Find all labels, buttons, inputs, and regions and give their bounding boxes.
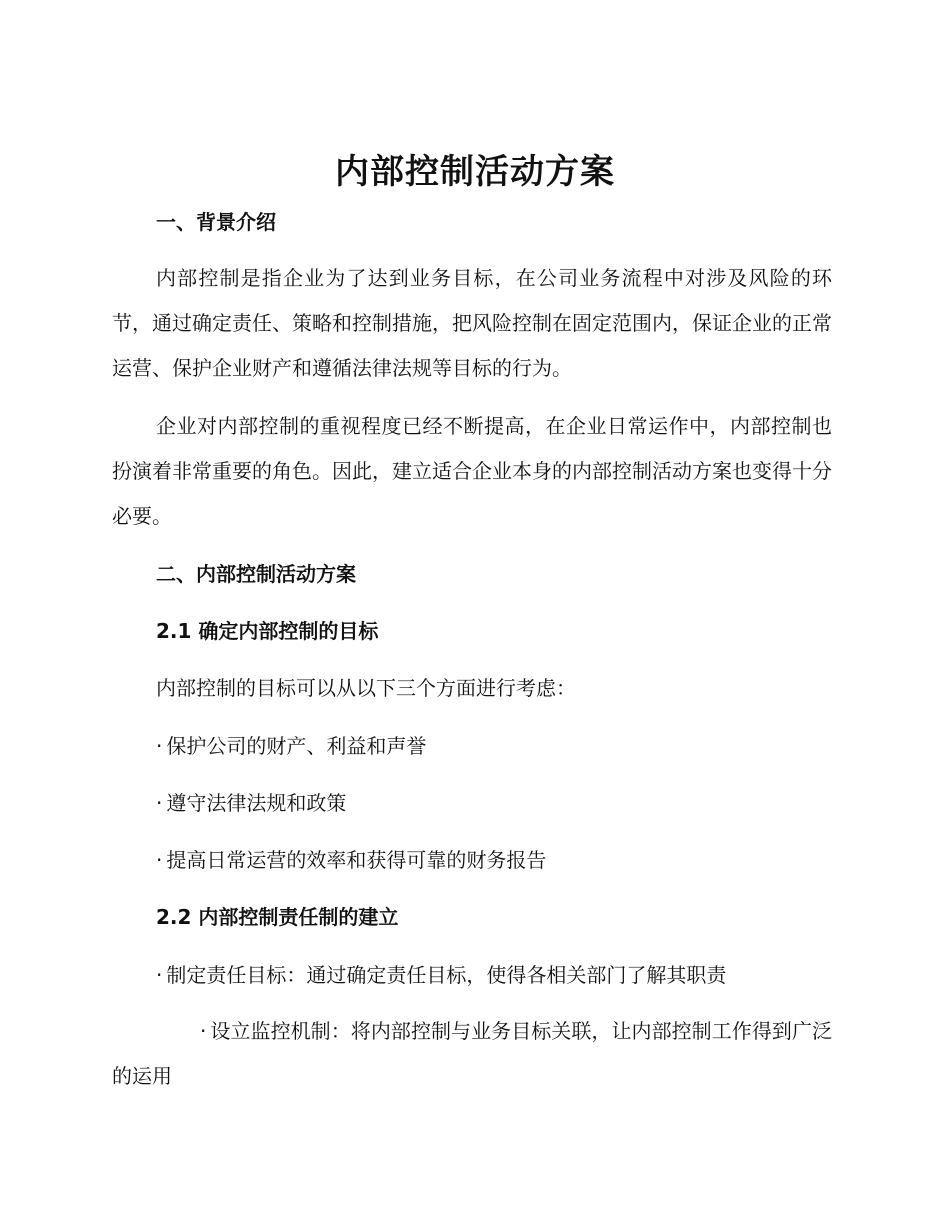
section-2-heading: 二、内部控制活动方案 xyxy=(156,562,356,586)
list-item xyxy=(112,960,876,990)
section-1-paragraph-1: 内部控制是指企业为了达到业务目标，在公司业务流程中对涉及风险的环节，通过确定责任、策略和控制措施，把风险控制在固定范围内，保证企业的正常运营、保护企业财产和遵循法律法规等目标的行为。 xyxy=(112,266,832,380)
list-item xyxy=(112,731,876,761)
bullet-icon: · xyxy=(156,791,163,815)
bullet-icon: · xyxy=(156,848,163,872)
subsection-2-1-intro: 内部控制的目标可以从以下三个方面进行考虑： xyxy=(156,676,576,700)
bullet-icon: · xyxy=(156,963,163,987)
list-item xyxy=(112,1009,832,1099)
list-item xyxy=(112,845,876,875)
list-item xyxy=(112,788,876,818)
bullet-icon: · xyxy=(156,734,163,758)
bullet-icon: · xyxy=(200,1019,207,1043)
subsection-2-1-heading: 2.1 确定内部控制的目标 xyxy=(156,619,379,643)
list-item-text: 提高日常运营的效率和获得可靠的财务报告 xyxy=(166,848,547,872)
list-item-text: 制定责任目标：通过确定责任目标，使得各相关部门了解其职责 xyxy=(166,963,727,987)
list-item-text: 设立监控机制：将内部控制与业务目标关联，让内部控制工作得到广泛的运用 xyxy=(112,1019,832,1088)
list-item-text: 保护公司的财产、利益和声誉 xyxy=(166,734,427,758)
list-item-text: 遵守法律法规和政策 xyxy=(166,791,347,815)
subsection-2-2-heading: 2.2 内部控制责任制的建立 xyxy=(156,905,399,929)
document-title: 内部控制活动方案 xyxy=(335,152,615,192)
section-1-heading: 一、背景介绍 xyxy=(156,210,276,234)
section-1-paragraph-2: 企业对内部控制的重视程度已经不断提高，在企业日常运作中，内部控制也扮演着非常重要的角色。因此，建立适合企业本身的内部控制活动方案也变得十分必要。 xyxy=(112,414,832,528)
